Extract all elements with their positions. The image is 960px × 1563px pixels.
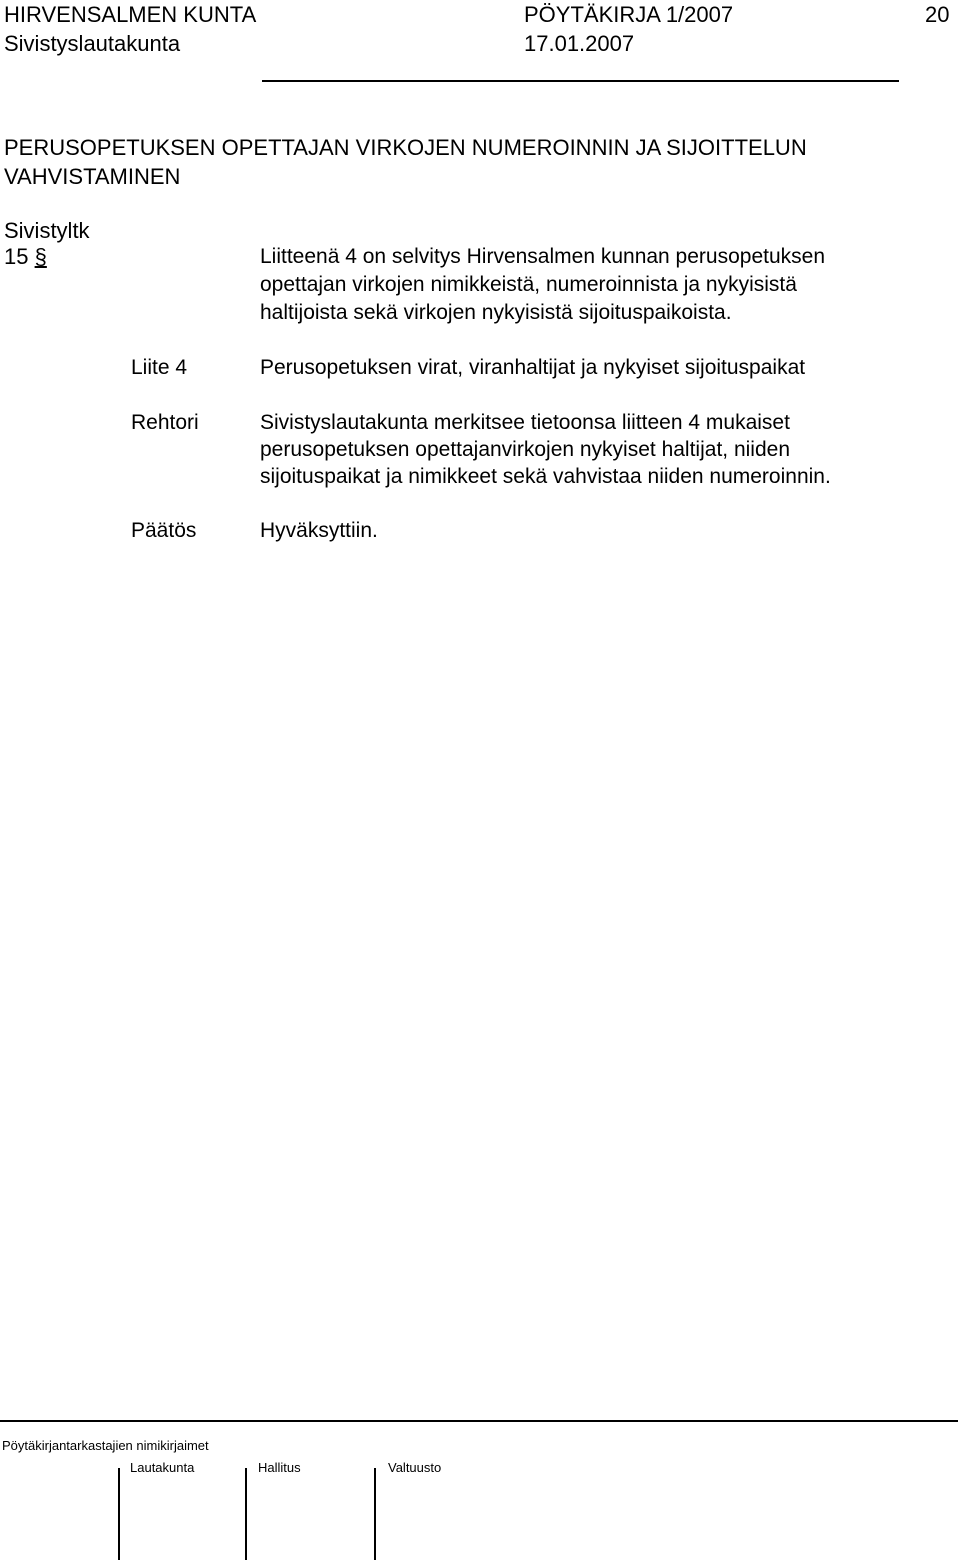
- committee-name: Sivistyslautakunta: [4, 31, 181, 56]
- footer-rule: [0, 1420, 958, 1422]
- intro-line1: Liitteenä 4 on selvitys Hirvensalmen kunnan perusopetuksen: [260, 245, 826, 268]
- proposal-line2: perusopetuksen opettajanvirkojen nykyiset haltijat, niiden: [260, 438, 790, 461]
- meeting-date: 17.01.2007: [524, 31, 635, 56]
- document-type: PÖYTÄKIRJA 1/2007: [524, 2, 734, 27]
- decision-label: Päätös: [131, 519, 197, 542]
- signature-column-lautakunta: Lautakunta: [130, 1460, 195, 1475]
- proposal-line3: sijoituspaikat ja nimikkeet sekä vahvistaa niiden numeroinnin.: [260, 465, 831, 488]
- proposal-label: Rehtori: [131, 411, 199, 434]
- intro-line2: opettajan virkojen nimikkeistä, numeroinnista ja nykyisistä: [260, 273, 797, 296]
- header-rule: [262, 80, 899, 82]
- intro-line3: haltijoista sekä virkojen nykyisistä sijoituspaikoista.: [260, 301, 732, 324]
- attachment-label: Liite 4: [131, 356, 188, 379]
- section-number-value: 15: [4, 244, 29, 269]
- signature-divider-1: [118, 1468, 120, 1560]
- decision-text: Hyväksyttiin.: [260, 519, 378, 542]
- signature-divider-2: [245, 1468, 247, 1560]
- signatures-label: Pöytäkirjantarkastajien nimikirjaimet: [2, 1438, 209, 1453]
- organization-name: HIRVENSALMEN KUNTA: [4, 2, 257, 27]
- proposal-line1: Sivistyslautakunta merkitsee tietoonsa liitteen 4 mukaiset: [260, 411, 790, 434]
- signature-column-hallitus: Hallitus: [258, 1460, 301, 1475]
- section-committee: Sivistyltk: [4, 218, 90, 243]
- section-symbol: §: [34, 244, 47, 269]
- section-number: [4, 244, 47, 270]
- agenda-title-line1: PERUSOPETUKSEN OPETTAJAN VIRKOJEN NUMEROINNIN JA SIJOITTELUN: [4, 135, 807, 160]
- attachment-text: Perusopetuksen virat, viranhaltijat ja nykyiset sijoituspaikat: [260, 356, 806, 379]
- agenda-title-line2: VAHVISTAMINEN: [4, 164, 181, 189]
- signature-divider-3: [374, 1468, 376, 1560]
- signature-column-valtuusto: Valtuusto: [388, 1460, 442, 1475]
- page-number: 20: [925, 2, 950, 27]
